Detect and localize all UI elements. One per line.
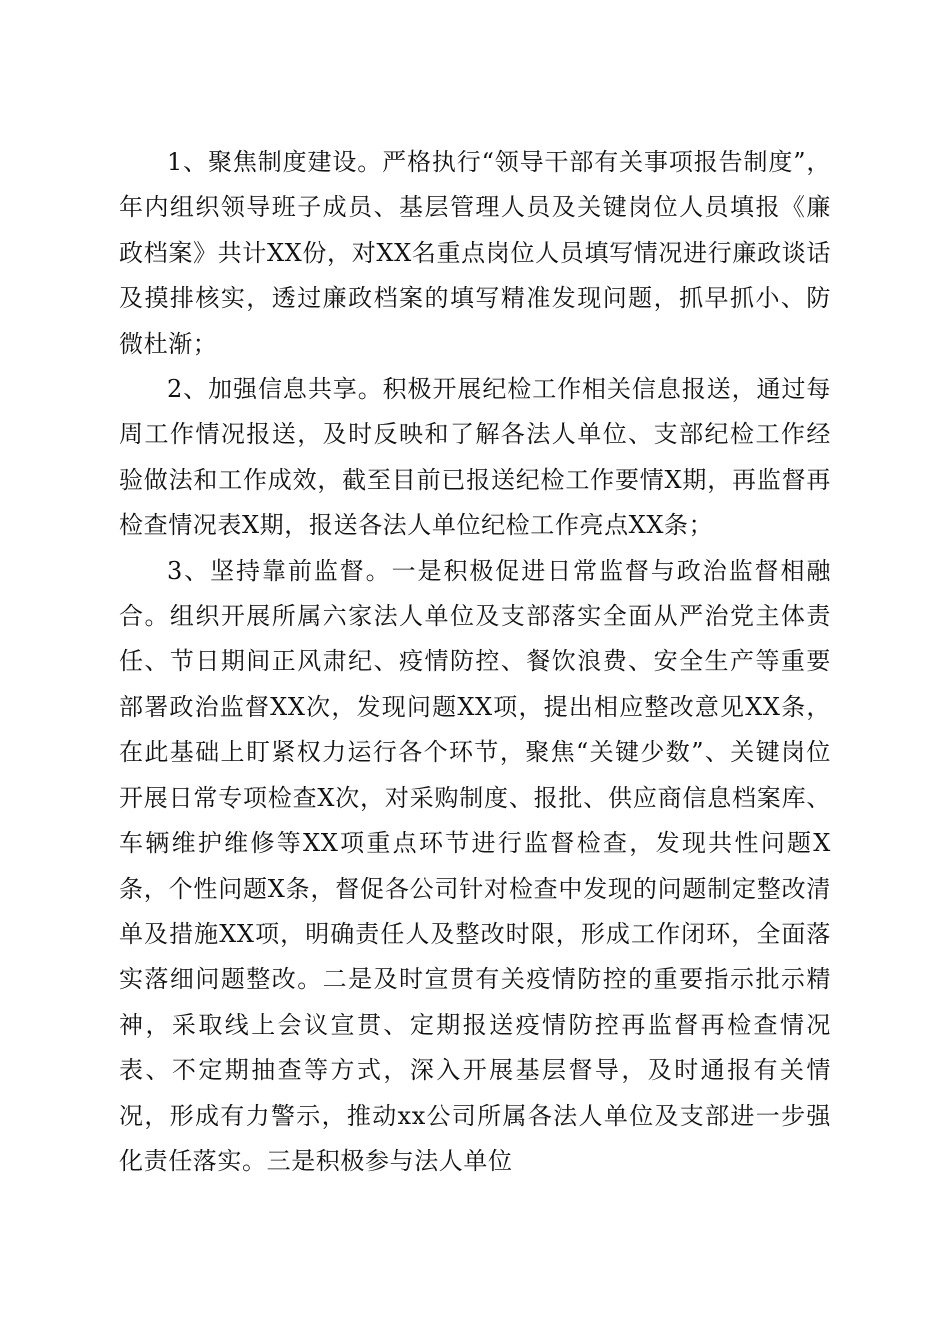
paragraph-information-sharing: 2、加强信息共享。积极开展纪检工作相关信息报送，通过每周工作情况报送，及时反映和了解各法人单位、支部纪检工作经验做法和工作成效，截至目前已报送纪检工作要情X期，再监督再检查情况表X期，报送各法人单位纪检工作亮点XX条； xyxy=(119,375,831,540)
document-body xyxy=(119,140,831,1184)
paragraph-institution-building: 1、聚焦制度建设。严格执行“领导干部有关事项报告制度”，年内组织领导班子成员、基层管理人员及关键岗位人员填报《廉政档案》共计XX份，对XX名重点岗位人员填写情况进行廉政谈话及摸排核实，透过廉政档案的填写精准发现问题，抓早抓小、防微杜渐； xyxy=(119,148,831,358)
paragraph-proactive-supervision: 3、坚持靠前监督。一是积极促进日常监督与政治监督相融合。组织开展所属六家法人单位及支部落实全面从严治党主体责任、节日期间正风肃纪、疫情防控、餐饮浪费、安全生产等重要部署政治监督XX次，发现问题XX项，提出相应整改意见XX条，在此基础上盯紧权力运行各个环节，聚焦“关键少数”、关键岗位开展日常专项检查X次，对采购制度、报批、供应商信息档案库、车辆维护维修等XX项重点环节进行监督检查，发现共性问题X条，个性问题X条，督促各公司针对检查中发现的问题制定整改清单及措施XX项，明确责任人及整改时限，形成工作闭环，全面落实落细问题整改。二是及时宣贯有关疫情防控的重要指示批示精神，采取线上会议宣贯、定期报送疫情防控再监督再检查情况表、不定期抽查等方式，深入开展基层督导，及时通报有关情况，形成有力警示，推动xx公司所属各法人单位及支部进一步强化责任落实。三是积极参与法人单位 xyxy=(119,556,831,1175)
